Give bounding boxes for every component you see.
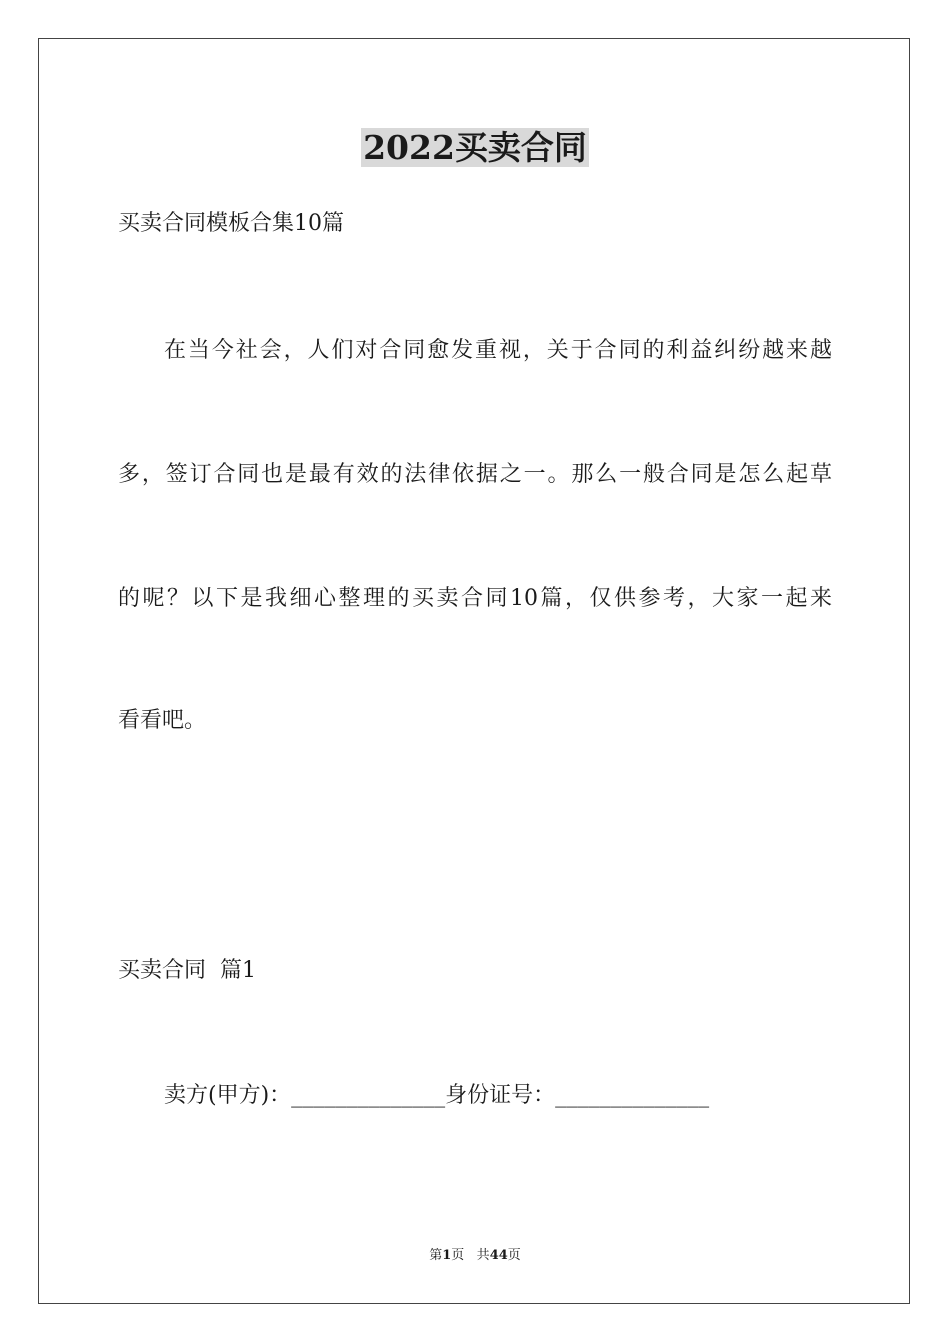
intro-line-1: 在当今社会，人们对合同愈发重视，关于合同的利益纠纷越来越 — [164, 338, 832, 363]
footer-total-pages: 44 — [489, 1248, 508, 1263]
intro-line-4: 看看吧。 — [118, 708, 207, 733]
footer-page-suffix: 页 — [451, 1248, 465, 1263]
document-title — [0, 126, 950, 170]
document-title-text: 2022买卖合同 — [363, 128, 587, 167]
footer-page-prefix: 第 — [429, 1248, 443, 1263]
intro-line-2: 多，签订合同也是最有效的法律依据之一。那么一般合同是怎么起草 — [118, 462, 832, 487]
section-heading: 买卖合同 篇1 — [118, 958, 256, 983]
seller-line: 卖方(甲方)：______________身份证号：______________ — [164, 1083, 710, 1108]
footer-total-prefix: 共 — [476, 1248, 490, 1263]
intro-line-3: 的呢？以下是我细心整理的买卖合同10篇，仅供参考，大家一起来 — [118, 586, 832, 611]
page-footer — [0, 1247, 950, 1265]
document-subtitle: 买卖合同模板合集10篇 — [118, 211, 344, 236]
footer-page-number: 1 — [442, 1248, 452, 1263]
footer-total-suffix: 页 — [507, 1248, 521, 1263]
